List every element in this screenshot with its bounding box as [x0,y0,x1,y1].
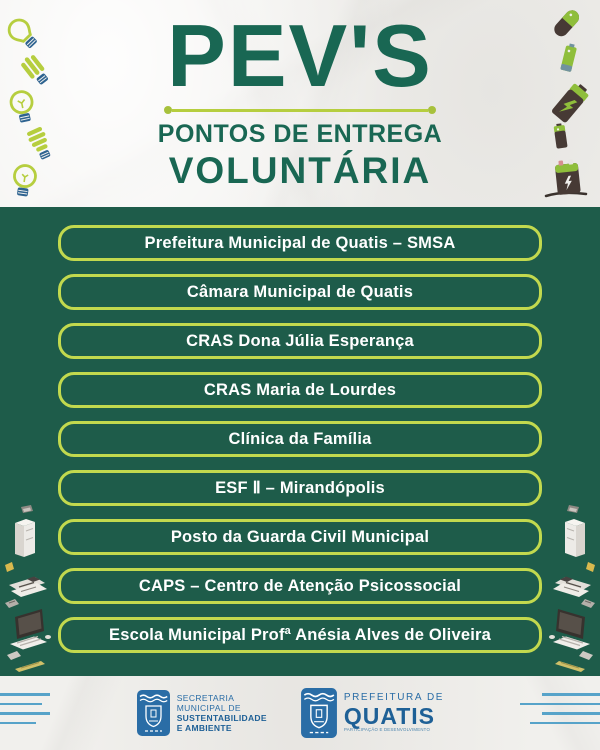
location-item: Escola Municipal Profª Anésia Alves de Oliveira [58,617,542,653]
secretaria-name-line1: SECRETARIA [176,693,235,703]
secretaria-name-line2: MUNICIPAL DE [176,703,241,713]
paper-scrap-icon [5,599,19,608]
quatis-coat-of-arms-icon [301,688,337,738]
poster-subtitle-line1: PONTOS DE ENTREGA [157,120,443,148]
sticky-note-icon [586,562,595,572]
secretaria-name-line3: SUSTENTABILIDADE [176,713,267,723]
poster-subtitle-line2: VOLUNTÁRIA [168,150,432,191]
prefeitura-tagline: PARTICIPAÇÃO E DESENVOLVIMENTO [343,728,430,733]
location-item: Posto da Guarda Civil Municipal [58,519,542,555]
ruler-icon [15,661,45,672]
incandescent-bulb-icon [5,15,43,55]
small-battery-icon [546,120,576,152]
aa-battery-icon [552,38,584,80]
milk-carton-icon [565,519,585,557]
divider-line [172,109,428,112]
paper-scrap-icon [567,505,579,513]
round-bulb-icon [4,162,44,204]
locations-list [58,225,542,653]
poster-title: PEV'S [167,6,433,105]
location-item: CAPS – Centro de Atenção Psicossocial [58,568,542,604]
e-waste-illustration-left [1,503,55,675]
desktop-computer-icon [10,609,51,650]
round-bulb-icon [3,88,43,130]
ruler-icon [555,661,585,672]
title-divider [164,106,436,114]
paper-scrap-icon [7,651,21,660]
quatis-coat-of-arms-icon [137,690,170,736]
location-item: Câmara Municipal de Quatis [58,274,542,310]
location-item: CRAS Dona Júlia Esperança [58,323,542,359]
locations-panel [0,207,600,676]
cfl-spiral-bulb-icon [24,126,58,166]
divider-dot-icon [428,106,436,114]
location-item: CRAS Maria de Lourdes [58,372,542,408]
prefeitura-dept-label: PREFEITURA DE [343,692,445,703]
footer [0,676,600,750]
footer-stripes-right [520,693,600,724]
paper-scrap-icon [579,651,593,660]
milk-carton-icon [15,519,35,557]
paper-stack-icon [9,577,47,598]
paper-scrap-icon [581,599,595,608]
paper-stack-icon [553,577,591,598]
nine-volt-battery-icon [540,152,596,202]
footer-stripes-left [0,693,50,724]
location-item: Clínica da Família [58,421,542,457]
prefeitura-logo [301,688,463,738]
divider-dot-icon [164,106,172,114]
prefeitura-city-name: QUATIS [343,703,435,729]
secretaria-logo [137,690,267,736]
desktop-computer-icon [549,609,590,650]
header [0,0,600,207]
paper-scrap-icon [21,505,33,513]
location-item: ESF Ⅱ – Mirandópolis [58,470,542,506]
location-item: Prefeitura Municipal de Quatis – SMSA [58,225,542,261]
secretaria-name-line4: E AMBIENTE [176,723,232,733]
cfl-tube-bulb-icon [21,52,55,90]
e-waste-illustration-right [545,503,599,675]
sticky-note-icon [5,562,14,572]
